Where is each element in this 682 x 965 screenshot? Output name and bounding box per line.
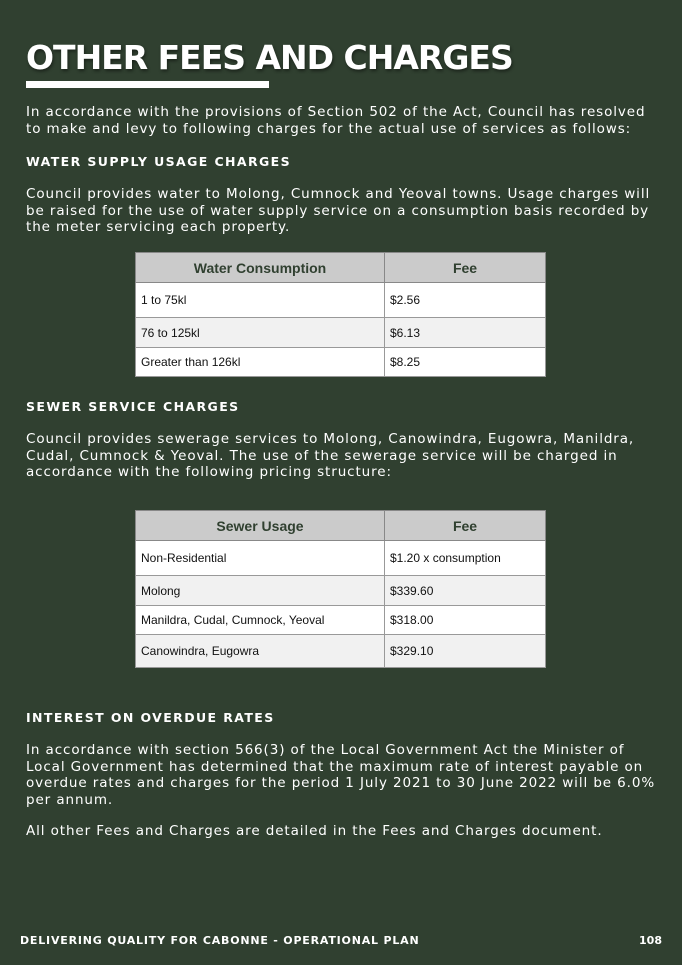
- sewer-header-fee: Fee: [385, 511, 546, 541]
- page-title: OTHER FEES AND CHARGES: [26, 38, 513, 77]
- water-cell-fee: $6.13: [385, 318, 546, 348]
- fees-note: All other Fees and Charges are detailed in the Fees and Charges document.: [26, 823, 603, 839]
- table-header-row: [136, 511, 546, 541]
- water-cell-fee: $8.25: [385, 348, 546, 377]
- page-number: 108: [639, 934, 662, 947]
- intro-paragraph: In accordance with the provisions of Section 502 of the Act, Council has resolved to make and levy to following charges for the actual use of services as follows:: [26, 104, 646, 137]
- sewer-cell-fee: $339.60: [385, 576, 546, 606]
- title-underline: [26, 81, 269, 88]
- sewer-cell-usage: Molong: [136, 576, 385, 606]
- interest-paragraph: In accordance with section 566(3) of the Local Government Act the Minister of Local Government has determined that the maximum rate of interest payable on overdue rates and charges for the period 1 July 2021 to 30 June 2022 will be 6.0% per annum.: [26, 742, 656, 808]
- sewer-heading: SEWER SERVICE CHARGES: [26, 399, 240, 414]
- sewer-cell-fee: $329.10: [385, 635, 546, 668]
- interest-heading: INTEREST ON OVERDUE RATES: [26, 710, 275, 725]
- water-paragraph: Council provides water to Molong, Cumnock and Yeoval towns. Usage charges will be raised for the use of water supply service on a consumption basis recorded by the meter servicing each property.: [26, 186, 651, 235]
- table-row: [136, 283, 546, 318]
- water-header-fee: Fee: [385, 253, 546, 283]
- sewer-cell-fee: $318.00: [385, 606, 546, 635]
- sewer-cell-fee: $1.20 x consumption: [385, 541, 546, 576]
- table-row: [136, 318, 546, 348]
- table-row: [136, 606, 546, 635]
- sewer-table: [135, 510, 546, 668]
- water-heading: WATER SUPPLY USAGE CHARGES: [26, 154, 291, 169]
- table-row: [136, 576, 546, 606]
- footer-text: DELIVERING QUALITY FOR CABONNE - OPERATIONAL PLAN: [20, 934, 420, 947]
- sewer-cell-usage: Non-Residential: [136, 541, 385, 576]
- sewer-cell-usage: Canowindra, Eugowra: [136, 635, 385, 668]
- table-row: [136, 541, 546, 576]
- water-cell-fee: $2.56: [385, 283, 546, 318]
- table-row: [136, 635, 546, 668]
- water-cell-range: 76 to 125kl: [136, 318, 385, 348]
- water-table: [135, 252, 546, 377]
- water-cell-range: Greater than 126kl: [136, 348, 385, 377]
- sewer-paragraph: Council provides sewerage services to Molong, Canowindra, Eugowra, Manildra, Cudal, Cumnock & Yeoval. The use of the sewerage service will be charged in accordance with the following pricing structure:: [26, 431, 635, 480]
- sewer-cell-usage: Manildra, Cudal, Cumnock, Yeoval: [136, 606, 385, 635]
- sewer-header-usage: Sewer Usage: [136, 511, 385, 541]
- table-row: [136, 348, 546, 377]
- water-header-consumption: Water Consumption: [136, 253, 385, 283]
- water-cell-range: 1 to 75kl: [136, 283, 385, 318]
- table-header-row: [136, 253, 546, 283]
